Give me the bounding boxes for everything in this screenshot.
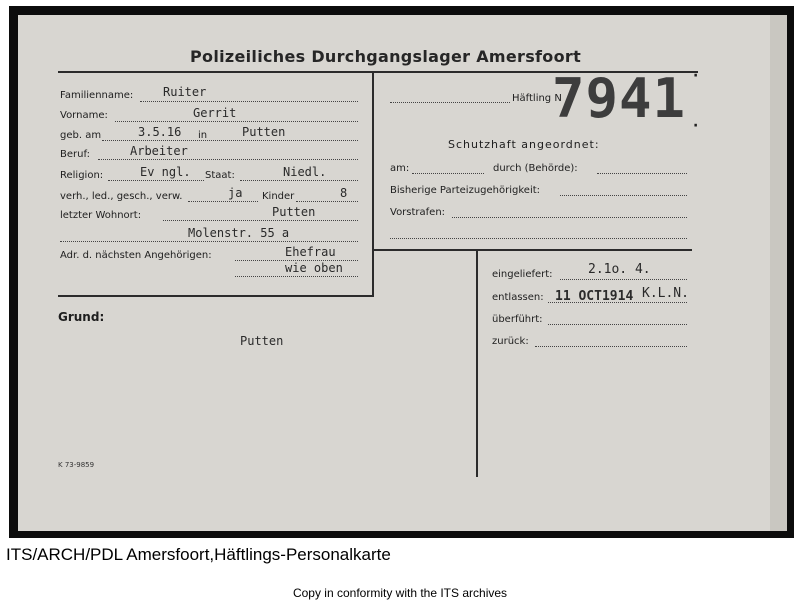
vorstrafen-label: Vorstrafen: (390, 207, 446, 218)
card-title: Polizeiliches Durchgangslager Amersfoort (190, 47, 582, 66)
vorname-value: Gerrit (193, 106, 237, 120)
kinder-line (296, 201, 358, 202)
wohnort-line (163, 220, 358, 221)
angehoerige-value-2: wie oben (285, 261, 343, 275)
verh-line (188, 201, 258, 202)
geb-place-value: Putten (242, 125, 286, 139)
left-section-divider (372, 71, 374, 297)
wohnort-street-line (60, 241, 358, 242)
familienname-value: Ruiter (163, 85, 207, 99)
staat-value: Niedl. (283, 165, 327, 179)
partei-line (560, 195, 687, 196)
haeftling-number: 7941 (552, 67, 687, 130)
vorname-line (115, 121, 358, 122)
form-code: K 73-9859 (58, 461, 95, 469)
vorstrafen-line (452, 217, 687, 218)
religion-line (108, 180, 204, 181)
haeftling-label: Häftling N (512, 93, 562, 104)
entlassen-stamp: 11 OCT1914 (555, 289, 634, 304)
kinder-value: 8 (340, 186, 348, 200)
beruf-value: Arbeiter (130, 144, 188, 158)
schutzhaft-label: Schutzhaft angeordnet: (448, 138, 600, 151)
archive-caption: ITS/ARCH/PDL Amersfoort,Häftlings-Personalkarte (6, 545, 391, 564)
wohnort-street-value: Molenstr. 55 a (188, 226, 290, 240)
bottom-divider (476, 249, 478, 477)
beruf-line (98, 159, 358, 160)
verh-value: ja (228, 186, 243, 200)
vorstrafen-line-2 (390, 238, 687, 239)
grund-value: Putten (240, 334, 284, 348)
grund-label: Grund: (58, 310, 105, 324)
angehoerige-label: Adr. d. nächsten Angehörigen: (60, 250, 212, 261)
am-label: am: (390, 163, 410, 174)
ueberfuehrt-line (548, 324, 687, 325)
angehoerige-line-2 (235, 276, 358, 277)
religion-label: Religion: (60, 170, 104, 181)
durch-line (597, 173, 687, 174)
eingeliefert-line (560, 279, 687, 280)
zurueck-line (535, 346, 687, 347)
familienname-line (140, 101, 358, 102)
eingeliefert-value: 2.1o. 4. (588, 262, 651, 277)
religion-value: Ev ngl. (140, 165, 191, 179)
card-edge (770, 15, 787, 531)
wohnort-value: Putten (272, 205, 316, 219)
left-section-bottom-rule (58, 295, 374, 297)
entlassen-label: entlassen: (492, 292, 544, 303)
staat-line (240, 180, 358, 181)
geb-line (102, 140, 358, 141)
staat-label: Staat: (205, 170, 235, 181)
am-line (412, 173, 484, 174)
ueberfuehrt-label: überführt: (492, 314, 543, 325)
zurueck-label: zurück: (492, 336, 529, 347)
beruf-label: Beruf: (60, 149, 90, 160)
wohnort-label: letzter Wohnort: (60, 210, 142, 221)
hole-mark-bottom: · (693, 118, 699, 134)
haeftling-line (390, 102, 510, 103)
geb-in-label: in (198, 130, 208, 141)
hole-mark-top: · (693, 68, 699, 84)
geb-label: geb. am (60, 130, 102, 141)
angehoerige-value-1: Ehefrau (285, 245, 336, 259)
durch-label: durch (Behörde): (493, 163, 578, 174)
vorname-label: Vorname: (60, 110, 108, 121)
verh-label: verh., led., gesch., verw. (60, 191, 183, 202)
right-section-bottom-rule (372, 249, 692, 251)
partei-label: Bisherige Parteizugehörigkeit: (390, 185, 541, 196)
familienname-label: Familienname: (60, 90, 134, 101)
geb-date-value: 3.5.16 (138, 125, 182, 139)
eingeliefert-label: eingeliefert: (492, 269, 553, 280)
entlassen-note: K.L.N. (642, 286, 689, 301)
conformity-note: Copy in conformity with the ITS archives (292, 586, 508, 600)
kinder-label: Kinder (262, 191, 295, 202)
